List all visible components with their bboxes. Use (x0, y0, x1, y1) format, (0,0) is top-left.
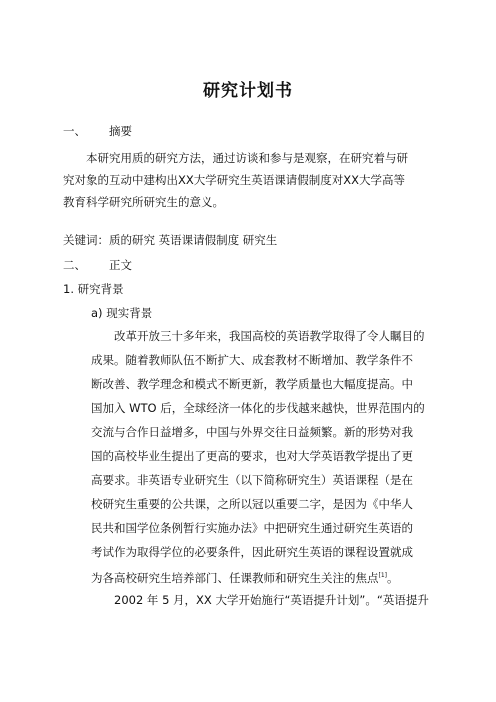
body-line: 交流与合作日益增多，中国与外界交往日益频繁。新的形势对我 (91, 425, 413, 439)
body-line: 校研究生重要的公共课，之所以冠以重要二字，是因为《中华人 (91, 497, 413, 511)
section-heading-abstract (63, 123, 132, 139)
keywords-line: 关键词：质的研究 英语课请假制度 研究生 (63, 233, 278, 247)
body-line: 改革开放三十多年来，我国高校的英语教学取得了令人瞩目的 (114, 329, 425, 343)
body-line: 国的高校毕业生提出了更高的要求，也对大学英语教学提出了更 (91, 449, 413, 463)
section-number: 一、 (63, 124, 86, 138)
body-line: 民共和国学位条例暂行实施办法》中把研究生通过研究生英语的 (91, 521, 413, 535)
section-title: 正文 (109, 258, 132, 272)
body-paragraph-2 (91, 588, 451, 612)
body-paragraph (91, 324, 433, 590)
body-line: 断改善、教学理念和模式不断更新，教学质量也大幅度提高。中 (91, 377, 413, 391)
body-line-with-footnote (91, 564, 433, 590)
section-title: 摘要 (109, 124, 132, 138)
subsubsection-heading: a) 现实背景 (91, 306, 153, 320)
abstract-line: 教育科学研究所研究生的意义。 (63, 195, 224, 209)
abstract-line: 究对象的互动中建构出XX大学研究生英语课请假制度对XX大学高等 (63, 173, 406, 187)
subsection-heading: 1. 研究背景 (63, 282, 124, 296)
section-heading-body (63, 257, 132, 273)
body-line: 高要求。非英语专业研究生（以下简称研究生）英语课程（是在 (91, 473, 413, 487)
document-title: 研究计划书 (203, 81, 293, 101)
body-line: 考试作为取得学位的必要条件，因此研究生英语的课程设置就成 (91, 545, 413, 559)
body-line-end: 。 (387, 570, 399, 585)
body-line: 2002 年 5 月，XX 大学开始施行“英语提升计划”。“英语提升 (114, 593, 429, 607)
body-line: 成果。随着教师队伍不断扩大、成套教材不断增加、教学条件不 (91, 353, 413, 367)
section-number: 二、 (63, 258, 86, 272)
abstract-line: 本研究用质的研究方法，通过访谈和参与是观察，在研究着与研 (86, 151, 408, 165)
abstract-paragraph (63, 147, 433, 213)
body-line-text: 为各高校研究生培养部门、任课教师和研究生关注的焦点 (91, 570, 379, 585)
footnote-marker: [1] (378, 572, 387, 579)
body-line: 国加入 WTO 后，全球经济一体化的步伐越来越快，世界范围内的 (91, 401, 425, 415)
